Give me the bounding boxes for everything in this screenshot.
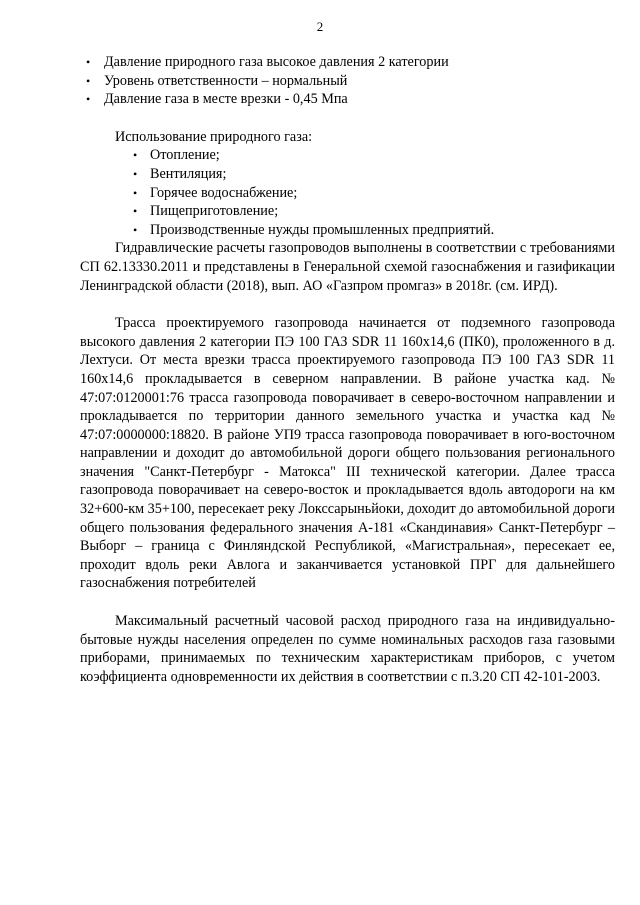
consumption-paragraph: Максимальный расчетный часовой расход природного газа на индивидуально-бытовые нужды населения определен по сумме номинальных расходов газа газовыми приборами, принимаемых по техническим характеристикам приборов, с учетом коэффициента одновременности их действия в соответствии с п.3.20 СП 42-101-2003. (80, 613, 615, 685)
list-item-text: Давление природного газа высокое давления 2 категории (104, 54, 449, 70)
list-item (80, 72, 615, 91)
bullet-icon: • (133, 222, 138, 237)
list-item (80, 90, 615, 109)
list-item-text: Вентиляция; (150, 165, 227, 182)
list-item-text: Отопление; (150, 147, 220, 164)
list-item (80, 146, 615, 165)
list-item (80, 165, 615, 184)
list-item (80, 202, 615, 221)
list-item (80, 184, 615, 203)
bullet-icon: • (133, 185, 138, 200)
route-paragraph: Трасса проектируемого газопровода начинается от подземного газопровода высокого давления 2 категории ПЭ 100 ГАЗ SDR 11 160х14,6 (ПК0), проложенного в д. Лехтуси. От места врезки трасса проектируемого газопровода ПЭ 100 ГАЗ SDR 11 160х14,6 прокладывается в северном направлении. В районе участка кад. № 47:07:0120001:76 трасса газопровода поворачивает в северо-восточном направлении и прокладывается по территории данного земельного участка и участка кад № 47:07:0000000:18820. В районе УП9 трасса газопровода поворачивает в юго-восточном направлении и доходит до автомобильной дороги общего пользования регионального значения "Санкт-Петербург - Матокса" III технической категории. Далее трасса газопровода поворачивает на северо-восток и прокладывается вдоль автодороги на км 32+600-км 35+100, пересекает реку Локссарыньйоки, доходит до автомобильной дороги общего пользования федерального значения А-181 «Скандинавия» Санкт-Петербург – Выборг – граница с Финляндской Республикой, «Магистральная», пересекает ее, проходит вдоль реки Авлога и заканчивается установкой ПРГ для дальнейшего газоснабжения потребителей (80, 315, 615, 592)
bullet-icon: • (86, 92, 91, 107)
bullet-icon: • (133, 204, 138, 219)
bullet-icon: • (86, 55, 91, 69)
list-item-text: Пищеприготовление; (150, 203, 279, 220)
bullet-icon: • (86, 73, 91, 88)
page-number: 2 (316, 19, 324, 34)
usage-list (80, 146, 615, 239)
list-item-text: Производственные нужды промышленных предприятий. (150, 221, 495, 238)
list-item (80, 53, 615, 72)
page-content (80, 53, 615, 686)
hydraulic-paragraph: Гидравлические расчеты газопроводов выполнены в соответствии с требованиями СП 62.13330.2011 и представлены в Генеральной схемой газоснабжения и газификации Ленинградской области (2018), вып. АО «Газпром промгаз» в 2018г. (см. ИРД). (80, 240, 615, 294)
usage-title: Использование природного газа: (115, 128, 313, 145)
bullet-icon: • (133, 148, 138, 163)
list-item (80, 221, 615, 240)
list-item-text: Уровень ответственности – нормальный (104, 72, 348, 89)
list-item-text: Горячее водоснабжение; (150, 184, 298, 201)
bullet-icon: • (133, 166, 138, 181)
parameters-list (80, 53, 615, 109)
list-item-text: Давление газа в месте врезки - 0,45 Мпа (104, 91, 348, 108)
